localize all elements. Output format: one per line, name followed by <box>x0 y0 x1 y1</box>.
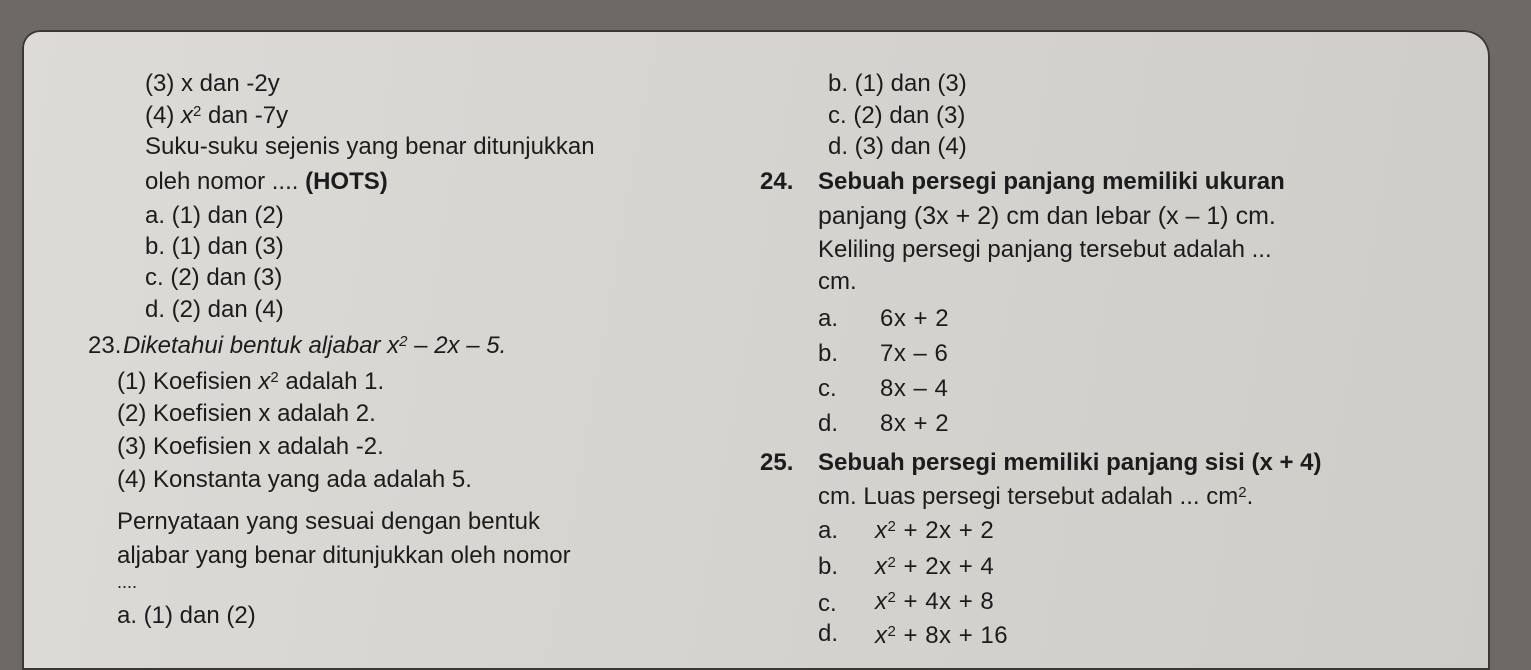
q24-stem-line4: cm. <box>818 268 857 295</box>
q24-option-c-letter[interactable]: c. <box>818 375 837 402</box>
q24-option-b-expr[interactable]: 7x – 6 <box>880 340 949 367</box>
question-22-stem-line2: oleh nomor .... (HOTS) <box>145 168 388 195</box>
q25-stem-line2: cm. Luas persegi tersebut adalah ... $cm^2$. <box>818 483 1254 510</box>
q23-prompt-line1: Pernyataan yang sesuai dengan bentuk <box>117 508 540 535</box>
q23-prompt-line2: aljabar yang benar ditunjukkan oleh nomor <box>117 542 571 569</box>
q23-statement-3: (3) Koefisien x adalah -2. <box>117 433 384 460</box>
q25-stem-line1: Sebuah persegi memiliki panjang sisi (x + 4) <box>818 449 1322 476</box>
q25-option-c-letter[interactable]: c. <box>818 590 837 617</box>
q23-number: 23. <box>88 332 122 359</box>
q24-option-d-letter[interactable]: d. <box>818 410 839 437</box>
q24-stem-line3: Keliling persegi panjang tersebut adalah ... <box>818 236 1272 263</box>
q25-number: 25. <box>760 449 794 476</box>
q22-option-d[interactable]: d. (2) dan (4) <box>145 296 284 323</box>
statement-3-line: (3) x dan -2y <box>145 70 280 97</box>
q22-option-b[interactable]: b. (1) dan (3) <box>145 233 284 260</box>
q24-stem-line2: panjang (3x + 2) cm dan lebar (x – 1) cm. <box>818 202 1276 230</box>
q24-option-c-expr[interactable]: 8x – 4 <box>880 375 949 402</box>
q25-option-a-expr[interactable]: $x^2 + 2x + 2$ <box>875 517 995 544</box>
q23-statement-2: (2) Koefisien x adalah 2. <box>117 400 376 427</box>
q23-stem: Diketahui bentuk aljabar $x^2 - 2x - 5$. <box>123 332 507 359</box>
q25-option-b-expr[interactable]: $x^2 + 2x + 4$ <box>875 553 995 580</box>
question-22-stem-line1: Suku-suku sejenis yang benar ditunjukkan <box>145 133 595 160</box>
q24-option-a-expr[interactable]: 6x + 2 <box>880 305 950 332</box>
q24-number: 24. <box>760 168 794 195</box>
q23-option-a[interactable]: a. (1) dan (2) <box>117 602 256 629</box>
q25-option-a-letter[interactable]: a. <box>818 517 839 544</box>
statement-4-line: (4) $x^2$ dan -7y <box>145 102 289 129</box>
q24-stem-line1: Sebuah persegi panjang memiliki ukuran <box>818 168 1285 195</box>
q25-option-d-letter[interactable]: d. <box>818 620 839 647</box>
q22-option-a[interactable]: a. (1) dan (2) <box>145 202 284 229</box>
q22-option-b-right[interactable]: b. (1) dan (3) <box>828 70 967 97</box>
q22-option-c[interactable]: c. (2) dan (3) <box>145 264 283 291</box>
q24-option-b-letter[interactable]: b. <box>818 340 839 367</box>
q23-statement-4: (4) Konstanta yang ada adalah 5. <box>117 466 472 493</box>
q25-option-c-expr[interactable]: $x^2 + 4x + 8$ <box>875 588 995 615</box>
q23-statement-1: (1) Koefisien $x^2$ adalah 1. <box>117 368 385 395</box>
q24-option-d-expr[interactable]: 8x + 2 <box>880 410 950 437</box>
q22-option-d-right[interactable]: d. (3) dan (4) <box>828 133 967 160</box>
q22-option-c-right[interactable]: c. (2) dan (3) <box>828 102 966 129</box>
q24-option-a-letter[interactable]: a. <box>818 305 839 332</box>
q25-option-d-expr[interactable]: $x^2 + 8x + 16$ <box>875 622 1009 649</box>
q25-option-b-letter[interactable]: b. <box>818 553 839 580</box>
q23-prompt-line3: .... <box>117 572 138 592</box>
